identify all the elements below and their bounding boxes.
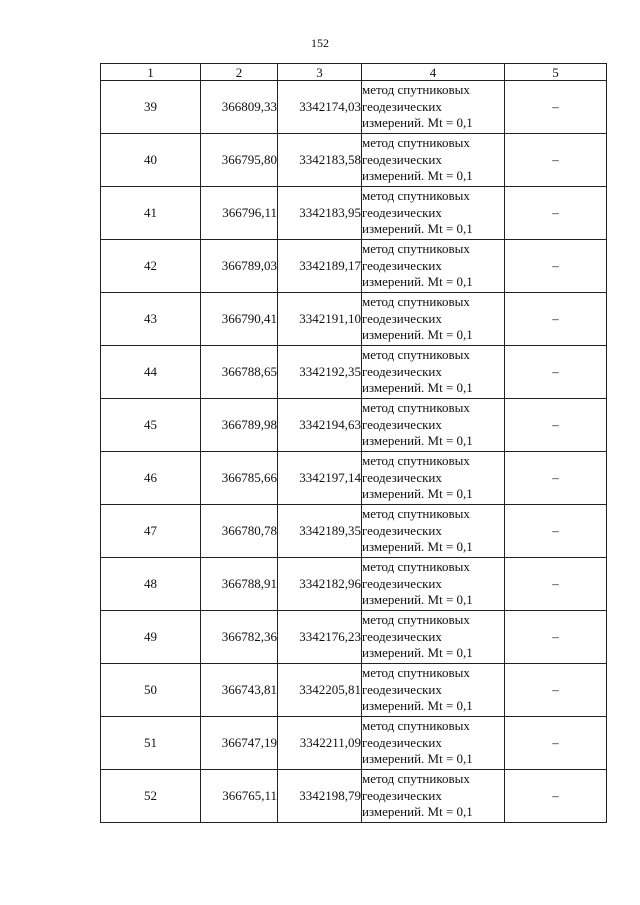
x-coordinate-cell: 366789,03 — [201, 240, 278, 293]
method-line: метод спутниковых — [362, 559, 470, 575]
method-cell — [362, 187, 505, 240]
header-col-5: 5 — [505, 64, 607, 81]
point-number-cell: 49 — [101, 611, 201, 664]
note-cell: – — [505, 452, 607, 505]
method-line: геодезических — [362, 257, 442, 273]
y-coordinate-cell: 3342183,95 — [278, 187, 362, 240]
method-line: метод спутниковых — [362, 241, 470, 257]
point-number-cell: 43 — [101, 293, 201, 346]
point-number-cell: 47 — [101, 505, 201, 558]
x-coordinate-cell: 366785,66 — [201, 452, 278, 505]
method-line: измерений. Mt = 0,1 — [362, 698, 473, 714]
table-row — [101, 558, 607, 611]
method-line: измерений. Mt = 0,1 — [362, 486, 473, 502]
table-body — [101, 81, 607, 823]
method-line: геодезических — [362, 681, 442, 697]
point-number-cell: 46 — [101, 452, 201, 505]
y-coordinate-cell: 3342194,63 — [278, 399, 362, 452]
x-coordinate-cell: 366743,81 — [201, 664, 278, 717]
table-row — [101, 399, 607, 452]
note-cell: – — [505, 558, 607, 611]
y-coordinate-cell: 3342189,35 — [278, 505, 362, 558]
point-number-cell: 52 — [101, 770, 201, 823]
method-cell — [362, 558, 505, 611]
method-line: геодезических — [362, 575, 442, 591]
method-line: геодезических — [362, 204, 442, 220]
note-cell: – — [505, 346, 607, 399]
method-line: метод спутниковых — [362, 294, 470, 310]
x-coordinate-cell: 366809,33 — [201, 81, 278, 134]
point-number-cell: 40 — [101, 134, 201, 187]
method-line: метод спутниковых — [362, 771, 470, 787]
table-row — [101, 187, 607, 240]
method-line: измерений. Mt = 0,1 — [362, 751, 473, 767]
method-cell — [362, 134, 505, 187]
method-line: метод спутниковых — [362, 453, 470, 469]
note-cell: – — [505, 399, 607, 452]
method-line: метод спутниковых — [362, 718, 470, 734]
method-line: геодезических — [362, 416, 442, 432]
method-cell — [362, 399, 505, 452]
table-row — [101, 717, 607, 770]
page-number: 152 — [311, 36, 329, 50]
y-coordinate-cell: 3342197,14 — [278, 452, 362, 505]
x-coordinate-cell: 366788,91 — [201, 558, 278, 611]
method-line: измерений. Mt = 0,1 — [362, 221, 473, 237]
method-line: метод спутниковых — [362, 665, 470, 681]
table-row — [101, 134, 607, 187]
header-col-3: 3 — [278, 64, 362, 81]
method-line: измерений. Mt = 0,1 — [362, 433, 473, 449]
point-number-cell: 45 — [101, 399, 201, 452]
note-cell: – — [505, 505, 607, 558]
point-number-cell: 42 — [101, 240, 201, 293]
method-line: измерений. Mt = 0,1 — [362, 168, 473, 184]
note-cell: – — [505, 187, 607, 240]
header-col-2: 2 — [201, 64, 278, 81]
table-row — [101, 452, 607, 505]
method-cell — [362, 717, 505, 770]
y-coordinate-cell: 3342189,17 — [278, 240, 362, 293]
table-row — [101, 240, 607, 293]
method-line: геодезических — [362, 98, 442, 114]
coordinates-table — [100, 63, 607, 823]
method-cell — [362, 240, 505, 293]
method-cell — [362, 770, 505, 823]
method-cell — [362, 505, 505, 558]
x-coordinate-cell: 366789,98 — [201, 399, 278, 452]
method-line: метод спутниковых — [362, 506, 470, 522]
method-line: геодезических — [362, 522, 442, 538]
point-number-cell: 39 — [101, 81, 201, 134]
y-coordinate-cell: 3342198,79 — [278, 770, 362, 823]
method-line: измерений. Mt = 0,1 — [362, 592, 473, 608]
x-coordinate-cell: 366796,11 — [201, 187, 278, 240]
method-line: измерений. Mt = 0,1 — [362, 380, 473, 396]
x-coordinate-cell: 366790,41 — [201, 293, 278, 346]
table-row — [101, 505, 607, 558]
note-cell: – — [505, 717, 607, 770]
note-cell: – — [505, 240, 607, 293]
method-line: измерений. Mt = 0,1 — [362, 645, 473, 661]
note-cell: – — [505, 611, 607, 664]
note-cell: – — [505, 664, 607, 717]
y-coordinate-cell: 3342174,03 — [278, 81, 362, 134]
method-cell — [362, 452, 505, 505]
note-cell: – — [505, 293, 607, 346]
method-line: измерений. Mt = 0,1 — [362, 115, 473, 131]
method-line: метод спутниковых — [362, 135, 470, 151]
y-coordinate-cell: 3342211,09 — [278, 717, 362, 770]
point-number-cell: 41 — [101, 187, 201, 240]
method-line: геодезических — [362, 787, 442, 803]
note-cell: – — [505, 81, 607, 134]
method-cell — [362, 293, 505, 346]
point-number-cell: 50 — [101, 664, 201, 717]
method-cell — [362, 664, 505, 717]
method-cell — [362, 81, 505, 134]
table-row — [101, 81, 607, 134]
note-cell: – — [505, 770, 607, 823]
method-line: метод спутниковых — [362, 612, 470, 628]
x-coordinate-cell: 366788,65 — [201, 346, 278, 399]
method-line: геодезических — [362, 628, 442, 644]
header-row — [101, 64, 607, 81]
method-line: геодезических — [362, 363, 442, 379]
x-coordinate-cell: 366765,11 — [201, 770, 278, 823]
point-number-cell: 51 — [101, 717, 201, 770]
method-line: метод спутниковых — [362, 400, 470, 416]
method-line: метод спутниковых — [362, 82, 470, 98]
method-line: геодезических — [362, 310, 442, 326]
method-line: геодезических — [362, 734, 442, 750]
method-line: измерений. Mt = 0,1 — [362, 539, 473, 555]
method-line: геодезических — [362, 469, 442, 485]
point-number-cell: 44 — [101, 346, 201, 399]
y-coordinate-cell: 3342205,81 — [278, 664, 362, 717]
table-row — [101, 664, 607, 717]
header-col-4: 4 — [362, 64, 505, 81]
header-col-1: 1 — [101, 64, 201, 81]
table-row — [101, 346, 607, 399]
note-cell: – — [505, 134, 607, 187]
method-line: измерений. Mt = 0,1 — [362, 274, 473, 290]
x-coordinate-cell: 366747,19 — [201, 717, 278, 770]
x-coordinate-cell: 366780,78 — [201, 505, 278, 558]
point-number-cell: 48 — [101, 558, 201, 611]
y-coordinate-cell: 3342183,58 — [278, 134, 362, 187]
method-cell — [362, 346, 505, 399]
table-row — [101, 293, 607, 346]
x-coordinate-cell: 366795,80 — [201, 134, 278, 187]
y-coordinate-cell: 3342191,10 — [278, 293, 362, 346]
method-line: измерений. Mt = 0,1 — [362, 327, 473, 343]
y-coordinate-cell: 3342192,35 — [278, 346, 362, 399]
method-line: метод спутниковых — [362, 188, 470, 204]
method-cell — [362, 611, 505, 664]
method-line: измерений. Mt = 0,1 — [362, 804, 473, 820]
y-coordinate-cell: 3342176,23 — [278, 611, 362, 664]
y-coordinate-cell: 3342182,96 — [278, 558, 362, 611]
table-row — [101, 611, 607, 664]
table-row — [101, 770, 607, 823]
x-coordinate-cell: 366782,36 — [201, 611, 278, 664]
method-line: метод спутниковых — [362, 347, 470, 363]
method-line: геодезических — [362, 151, 442, 167]
